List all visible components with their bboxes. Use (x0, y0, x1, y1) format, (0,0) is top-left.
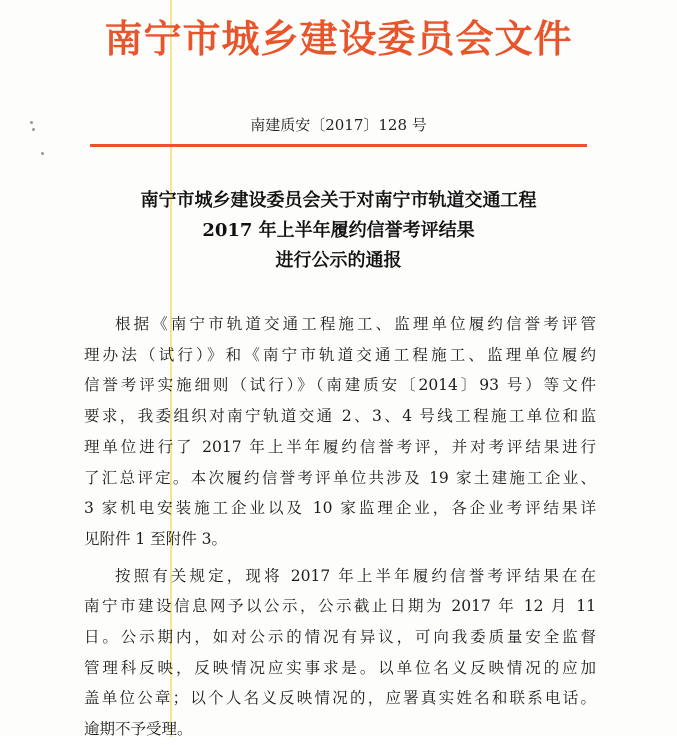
body-line: 3 家机电安装施工企业以及 10 家监理企业，各企业考评结果详 (84, 499, 596, 518)
body-line: 了汇总评定。本次履约信誉考评单位共涉及 19 家土建施工企业、 (84, 468, 596, 487)
body-line: 南宁市建设信息网予以公示，公示截止日期为 2017 年 12 月 11 (84, 597, 596, 616)
body-line: 见附件 1 至附件 3。 (84, 529, 228, 548)
notice-title (0, 186, 677, 276)
document-header-title: 南宁市城乡建设委员会文件 (104, 17, 573, 61)
scan-speck (41, 152, 44, 155)
body-line: 理单位进行了 2017 年上半年履约信誉考评，并对考评结果进行 (84, 437, 596, 456)
notice-title-line: 南宁市城乡建设委员会关于对南宁市轨道交通工程 (140, 190, 537, 211)
document-number: 南建质安〔2017〕128 号 (250, 116, 427, 134)
body-line: 盖单位公章；以个人名义反映情况的，应署真实姓名和联系电话。 (84, 689, 596, 708)
header-red-rule (90, 144, 587, 147)
body-line: 日。公示期内，如对公示的情况有异议，可向我委质量安全监督 (84, 628, 596, 647)
body-line: 要求，我委组织对南宁轨道交通 2、3、4 号线工程施工单位和监 (84, 407, 596, 426)
body-line: 信誉考评实施细则（试行）》（南建质安〔2014〕93 号）等文件 (84, 376, 596, 395)
body-text (84, 309, 596, 745)
body-line: 逾期不予受理。 (84, 720, 193, 739)
body-line: 按照有关规定，现将 2017 年上半年履约信誉考评结果在在 (115, 566, 596, 585)
scan-speck (32, 128, 35, 131)
notice-title-line: 2017 年上半年履约信誉考评结果 (202, 220, 475, 241)
notice-title-line: 进行公示的通报 (275, 250, 402, 271)
body-line: 管理科反映，反映情况应实事求是。以单位名义反映情况的应加 (84, 658, 596, 677)
body-line: 根据《南宁市轨道交通工程施工、监理单位履约信誉考评管 (115, 315, 596, 333)
scan-speck (30, 121, 33, 124)
body-line: 理办法（试行）》和《南宁市轨道交通工程施工、监理单位履约 (84, 345, 596, 364)
